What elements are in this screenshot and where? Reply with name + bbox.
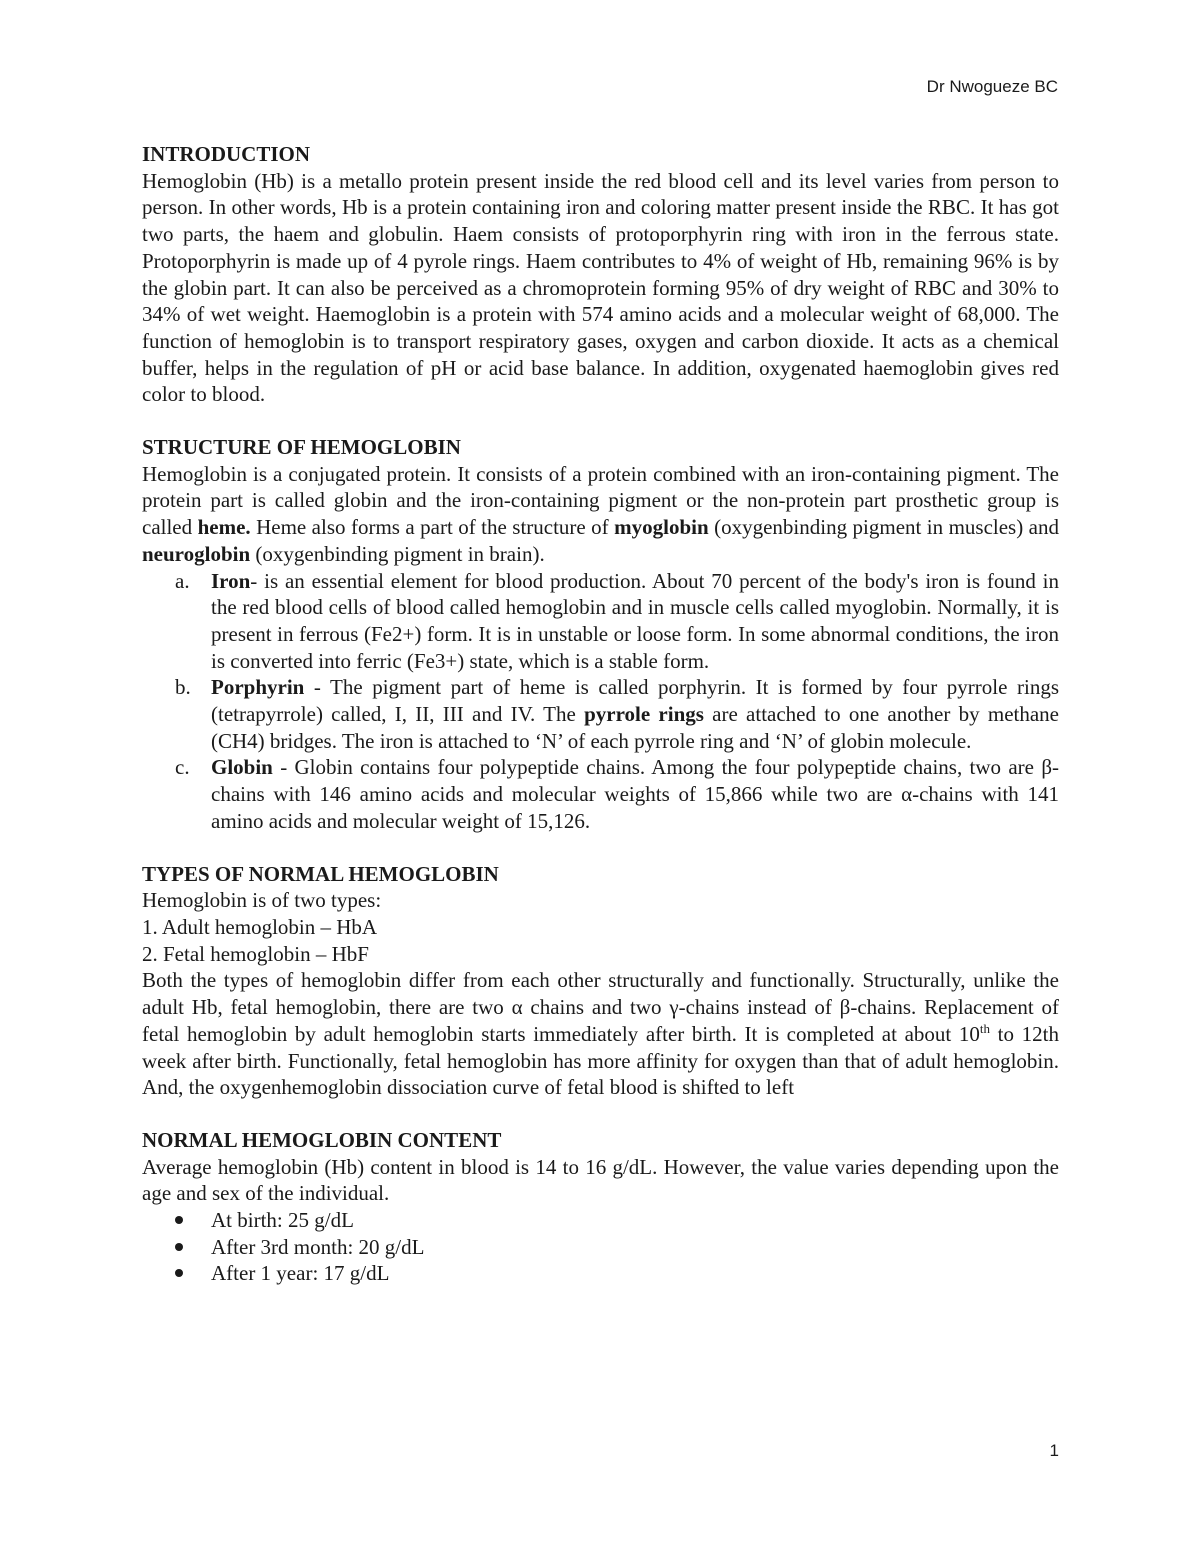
list-marker: c. — [175, 755, 190, 780]
types-line-3: 2. Fetal hemoglobin – HbF — [142, 941, 369, 966]
porphyrin-term: Porphyrin — [211, 675, 305, 700]
bullet-text: After 1 year: 17 g/dL — [211, 1261, 390, 1286]
iron-term: Iron — [211, 568, 251, 593]
types-text-2: to 12th week after birth. Functionally, fetal hemoglobin has more affinity for oxygen than that of adult hemoglobin. And, the oxygenhemoglobin dissociation curve of fetal blood is shifted to left — [142, 1021, 1059, 1100]
structure-text-3: (oxygenbinding pigment in muscles) and — [708, 515, 1059, 540]
structure-text-2: Heme also forms a part of the structure of — [250, 515, 615, 540]
list-item-globin — [142, 754, 1059, 834]
pyrrole-rings-term: pyrrole rings — [584, 702, 704, 727]
globin-text: - Globin contains four polypeptide chains. Among the four polypeptide chains, two are β-chains with 146 amino acids and molecular weights of 15,866 while two are α-chains with 141 amino acids and molecular weight of 15,126. — [211, 755, 1059, 833]
content-bullet-list — [142, 1207, 1059, 1287]
porphyrin-text-1: - The pigment part of heme is called porphyrin. It is formed by four pyrrole rings (tetrapyrrole) called, I, II, III and IV. The — [211, 675, 1059, 727]
document-body — [142, 141, 1059, 1287]
bullet-icon — [175, 1243, 183, 1251]
content-heading: NORMAL HEMOGLOBIN CONTENT — [142, 1127, 502, 1152]
types-line-2: 1. Adult hemoglobin – HbA — [142, 914, 378, 939]
structure-components-list — [142, 568, 1059, 835]
neuroglobin-term: neuroglobin — [142, 541, 251, 566]
bullet-text: At birth: 25 g/dL — [211, 1208, 354, 1233]
structure-heading: STRUCTURE OF HEMOGLOBIN — [142, 435, 461, 460]
bullet-item — [142, 1207, 1059, 1234]
introduction-heading: INTRODUCTION — [142, 142, 311, 166]
superscript-th: th — [979, 1020, 991, 1036]
types-line-1: Hemoglobin is of two types: — [142, 888, 382, 913]
iron-text: - is an essential element for blood production. About 70 percent of the body's iron is found in the red blood cells of blood called hemoglobin and in muscle cells called myoglobin. Normally, it is present in ferrous (Fe2+) form. It is in unstable or loose form. In some abnormal conditions, the iron is converted into ferric (Fe3+) state, which is a stable form. — [211, 568, 1059, 673]
types-text-1: Both the types of hemoglobin differ from each other structurally and functionally. Structurally, unlike the adult Hb, fetal hemoglobin, there are two α chains and two γ-chains instead of β-chains. Replacement of fetal hemoglobin by adult hemoglobin starts immediately after birth. It is completed at about 10 — [142, 968, 1059, 1046]
myoglobin-term: myoglobin — [614, 515, 709, 540]
types-heading: TYPES OF NORMAL HEMOGLOBIN — [142, 861, 499, 886]
list-marker: b. — [175, 675, 191, 700]
bullet-text: After 3rd month: 20 g/dL — [211, 1234, 425, 1259]
list-item-porphyrin — [142, 674, 1059, 754]
list-item-iron — [142, 568, 1059, 675]
page-header-author: Dr Nwogueze BC — [926, 77, 1058, 96]
globin-term: Globin — [211, 755, 273, 780]
porphyrin-text-2: are attached to one another by methane (CH4) bridges. The iron is attached to ‘N’ of each pyrrole ring and ‘N’ of globin molecule. — [211, 702, 1060, 753]
bullet-icon — [175, 1216, 183, 1224]
heme-term: heme. — [197, 515, 251, 540]
bullet-item — [142, 1260, 1059, 1287]
structure-text-1: Hemoglobin is a conjugated protein. It consists of a protein combined with an iron-containing pigment. The protein part is called globin and the iron-containing pigment or the non-protein part prosthetic group is called — [142, 461, 1059, 540]
list-marker: a. — [175, 568, 190, 593]
content-paragraph: Average hemoglobin (Hb) content in blood is 14 to 16 g/dL. However, the value varies depending upon the age and sex of the individual. — [142, 1154, 1059, 1206]
bullet-item — [142, 1234, 1059, 1261]
structure-paragraph — [142, 461, 1059, 568]
types-paragraph — [142, 967, 1059, 1101]
page-number: 1 — [1049, 1441, 1059, 1460]
structure-text-4: (oxygenbinding pigment in brain). — [250, 541, 545, 566]
bullet-icon — [175, 1269, 183, 1277]
introduction-paragraph: Hemoglobin (Hb) is a metallo protein present inside the red blood cell and its level varies from person to person. In other words, Hb is a protein containing iron and coloring matter present inside the RBC. It has got two parts, the haem and globulin. Haem consists of protoporphyrin ring with iron in the ferrous state. Protoporphyrin is made up of 4 pyrole rings. Haem contributes to 4% of weight of Hb, remaining 96% is by the globin part. It can also be perceived as a chromoprotein forming 95% of dry weight of RBC and 30% to 34% of wet weight. Haemoglobin is a protein with 574 amino acids and a molecular weight of 68,000. The function of hemoglobin is to transport respiratory gases, oxygen and carbon dioxide. It acts as a chemical buffer, helps in the regulation of pH or acid base balance. In addition, oxygenated haemoglobin gives red color to blood. — [142, 168, 1059, 407]
